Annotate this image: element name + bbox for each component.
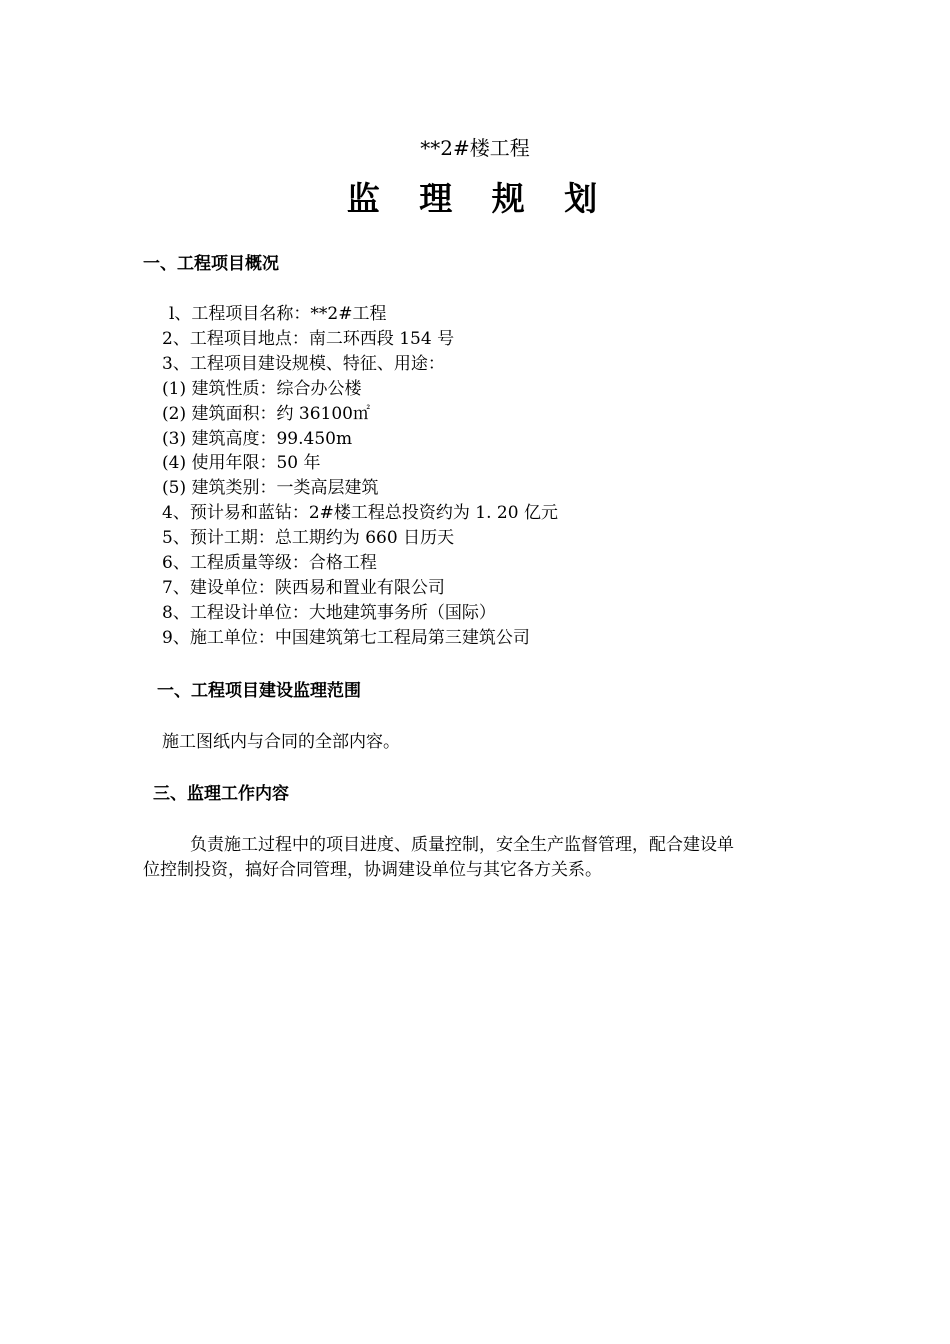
list-item: 9、施工单位：中国建筑第七工程局第三建筑公司	[162, 627, 530, 648]
list-item: 3、工程项目建设规模、特征、用途：	[162, 353, 445, 374]
list-item: 4、预计易和蓝钻：2#楼工程总投资约为 1. 20 亿元	[162, 503, 558, 524]
overview-list	[162, 302, 558, 651]
document-title: 监 理 规 划	[346, 179, 612, 218]
list-item: 2、工程项目地点：南二环西段 154 号	[162, 328, 455, 349]
work-paragraph-line: 位控制投资，搞好合同管理，协调建设单位与其它各方关系。	[143, 860, 602, 880]
work-paragraph	[143, 833, 811, 883]
list-item: 5、预计工期：总工期约为 660 日历天	[162, 528, 455, 549]
list-item: (4) 使用年限：50 年	[162, 453, 321, 474]
work-paragraph-line: 负责施工过程中的项目进度、质量控制，安全生产监督管理，配合建设单	[190, 835, 734, 855]
list-item: 6、工程质量等级：合格工程	[162, 553, 377, 574]
list-item: 8、工程设计单位：大地建筑事务所（国际）	[162, 602, 496, 623]
section-heading-overview: 一、工程项目概况	[143, 254, 279, 274]
list-item: (3) 建筑高度：99.450m	[162, 428, 353, 449]
list-item: (5) 建筑类别：一类高层建筑	[162, 478, 379, 499]
list-item: 7、建设单位：陕西易和置业有限公司	[162, 577, 445, 598]
section-heading-scope: 一、工程项目建设监理范围	[157, 681, 361, 701]
list-item: l、工程项目名称：**2#工程	[169, 304, 387, 324]
section-heading-work: 三、监理工作内容	[153, 784, 289, 804]
list-item: (1) 建筑性质：综合办公楼	[162, 378, 362, 399]
list-item: (2) 建筑面积：约 36100㎡	[162, 403, 370, 424]
document-subtitle: **2#楼工程	[420, 136, 530, 160]
scope-text: 施工图纸内与合同的全部内容。	[162, 732, 400, 752]
